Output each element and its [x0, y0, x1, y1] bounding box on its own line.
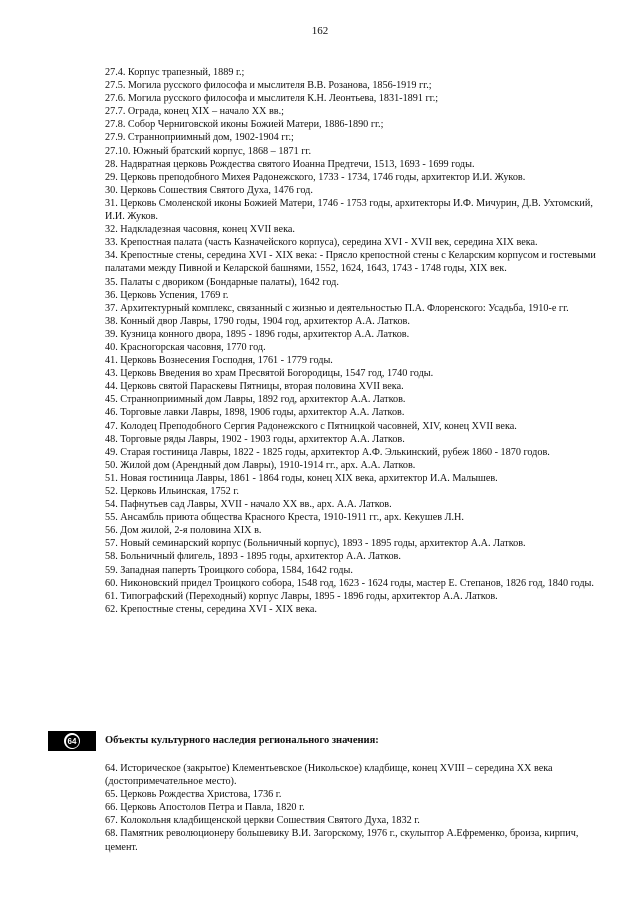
page-number: 162: [311, 25, 329, 37]
list-item: 66. Церковь Апостолов Петра и Павла, 1820 г.: [105, 802, 305, 814]
list-item: 46. Торговые лавки Лавры, 1898, 1906 годы, архитектор А.А. Латков.: [105, 407, 405, 419]
list-item: 38. Конный двор Лавры, 1790 годы, 1904 год, архитектор А.А. Латков.: [105, 315, 410, 327]
list-item: 56. Дом жилой, 2-я половина XIX в.: [105, 525, 262, 537]
list-item: 62. Крепостные стены, середина XVI - XIX века.: [105, 603, 317, 615]
list-item: 39. Кузница конного двора, 1895 - 1896 годы, архитектор А.А. Латков.: [105, 328, 410, 340]
list-item: 30. Церковь Сошествия Святого Духа, 1476 год.: [105, 184, 313, 196]
section-badge: [64, 733, 80, 749]
list-item: 52. Церковь Ильинская, 1752 г.: [105, 486, 239, 497]
list-item: 27.6. Могила русского философа и мыслителя К.Н. Леонтьева, 1831-1891 гг.;: [105, 93, 439, 105]
list-item: 31. Церковь Смоленской иконы Божией Матери, 1746 - 1753 годы, архитекторы И.Ф. Мичурин, Д.В. Ухтомский, И.И. Жуков.: [105, 197, 593, 223]
section-marker: [48, 731, 96, 751]
list-item: 41. Церковь Вознесения Господня, 1761 - 1779 годы.: [105, 355, 333, 367]
list-item: 65. Церковь Рождества Христова, 1736 г.: [105, 789, 282, 801]
list-item: 45. Странноприимный дом Лавры, 1892 год, архитектор А.А. Латков.: [105, 394, 406, 406]
federal-heritage-list: [105, 66, 605, 616]
list-item: 44. Церковь святой Параскевы Пятницы, вторая половина XVII века.: [105, 381, 404, 393]
list-item: 27.10. Южный братский корпус, 1868 – 1871 гг.: [105, 145, 311, 157]
list-item: 33. Крепостная палата (часть Казначейского корпуса), середина XVI - XVII век, середина XIX века.: [105, 237, 538, 249]
list-item: 55. Ансамбль приюта общества Красного Креста, 1910-1911 гг., арх. Кекушев Л.Н.: [105, 512, 464, 524]
list-item: 27.4. Корпус трапезный, 1889 г.;: [105, 67, 245, 78]
list-item: 60. Никоновский придел Троицкого собора, 1548 год, 1623 - 1624 годы, мастер Е. Степанов, 1826 год, 1840 годы.: [105, 577, 594, 589]
list-item: 48. Торговые ряды Лавры, 1902 - 1903 годы, архитектор А.А. Латков.: [105, 433, 405, 445]
list-item: 29. Церковь преподобного Михея Радонежского, 1733 - 1734, 1746 годы, архитектор И.И. Жуков.: [105, 171, 526, 183]
list-item: 37. Архитектурный комплекс, связанный с жизнью и деятельностью П.А. Флоренского: Усадьба, 1910-е гг.: [105, 302, 569, 314]
list-item: 59. Западная паперть Троицкого собора, 1584, 1642 годы.: [105, 564, 353, 576]
list-item: 54. Пафнутьев сад Лавры, XVII - начало XX вв., арх. А.А. Латков.: [105, 499, 392, 511]
list-item: 57. Новый семинарский корпус (Больничный корпус), 1893 - 1895 годы, архитектор А.А. Латков.: [105, 538, 526, 550]
list-item: 27.8. Собор Черниговской иконы Божией Матери, 1886-1890 гг.;: [105, 119, 384, 131]
list-item: 27.7. Ограда, конец XIX – начало XX вв.;: [105, 106, 284, 118]
list-item: 36. Церковь Успения, 1769 г.: [105, 289, 229, 301]
list-item: 49. Старая гостиница Лавры, 1822 - 1825 годы, архитектор А.Ф. Элькинский, рубеж 1860 - 1870 годов.: [105, 446, 550, 458]
list-item: 67. Колокольня кладбищенской церкви Сошествия Святого Духа, 1832 г.: [105, 815, 420, 827]
list-item: 34. Крепостные стены, середина XVI - XIX века: - Прясло крепостной стены с Келарским корпусом и гостевыми палатами между Пивной и Келарской башнями, 1552, 1624, 1643, 1743 - 1748 годы, XIX век.: [105, 250, 596, 275]
list-item: 47. Колодец Преподобного Сергия Радонежского с Пятницкой часовней, XIV, конец XVII века.: [105, 420, 517, 432]
list-item: 28. Надвратная церковь Рождества святого Иоанна Предтечи, 1513, 1693 - 1699 годы.: [105, 158, 475, 170]
section-badge-number: 64: [66, 735, 79, 748]
list-item: 27.5. Могила русского философа и мыслителя В.В. Розанова, 1856-1919 гг.;: [105, 80, 432, 92]
list-item: 64. Историческое (закрытое) Клементьевское (Никольское) кладбище, конец XVIII – середина XX века (достопримечательное место).: [105, 763, 553, 788]
list-item: 43. Церковь Введения во храм Пресвятой Богородицы, 1547 год, 1740 годы.: [105, 368, 434, 380]
list-item: 27.9. Странноприимный дом, 1902-1904 гг.;: [105, 132, 294, 144]
list-item: 58. Больничный флигель, 1893 - 1895 годы, архитектор А.А. Латков.: [105, 551, 401, 563]
regional-heritage-list: [105, 762, 605, 854]
list-item: 50. Жилой дом (Арендный дом Лавры), 1910-1914 гг., арх. А.А. Латков.: [105, 459, 416, 471]
section-heading: Объекты культурного наследия регионального значения:: [105, 735, 379, 746]
list-item: 40. Красногорская часовня, 1770 год.: [105, 341, 266, 353]
list-item: 51. Новая гостиница Лавры, 1861 - 1864 годы, конец XIX века, архитектор И.А. Малышев.: [105, 472, 498, 484]
list-item: 61. Типографский (Переходный) корпус Лавры, 1895 - 1896 годы, архитектор А.А. Латков.: [105, 590, 498, 602]
list-item: 35. Палаты с двориком (Бондарные палаты), 1642 год.: [105, 276, 339, 288]
list-item: 32. Надкладезная часовня, конец XVII века.: [105, 224, 295, 236]
list-item: 68. Памятник революционеру большевику В.И. Загорскому, 1976 г., скульптор А.Ефременко, броиза, кирпич, цемент.: [105, 828, 579, 853]
